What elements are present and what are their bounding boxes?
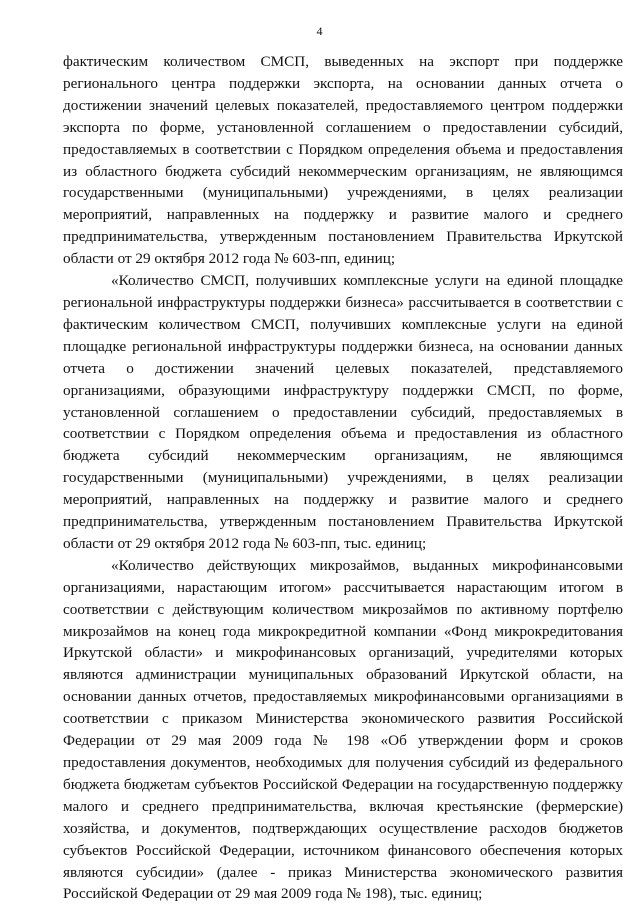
- document-body: [63, 51, 623, 905]
- paragraph-complex-services: «Количество СМСП, получивших комплексные услуги на единой площадке региональной инфраструктуры поддержки бизнеса» рассчитывается в соответствии с фактическим количеством СМСП, получивших комплексные услуги на единой площадке региональной инфраструктуры поддержки бизнеса, на основании данных отчета о достижении значений целевых показателей, представляемого организациями, образующими инфраструктуру поддержки СМСП, по форме, установленной соглашением о предоставлении субсидий, предоставляемых в соответствии с Порядком определения объема и предоставления из областного бюджета субсидий некоммерческим организациям, не являющимся государственными (муниципальными) учреждениями, в целях реализации мероприятий, направленных на поддержку и развитие малого и среднего предпринимательства, утвержденным постановлением Правительства Иркутской области от 29 октября 2012 года № 603-пп, тыс. единиц;: [63, 272, 623, 552]
- paragraph-export-smsp: фактическим количеством СМСП, выведенных на экспорт при поддержке регионального центра поддержки экспорта, на основании данных отчета о достижении значений целевых показателей, предоставляемого центром поддержки экспорта по форме, установленной соглашением о предоставлении субсидий, предоставляемых в соответствии с Порядком определения объема и предоставления из областного бюджета субсидий некоммерческим организациям, не являющимся государственными (муниципальными) учреждениями, в целях реализации мероприятий, направленных на поддержку и развитие малого и среднего предпринимательства, утвержденным постановлением Правительства Иркутской области от 29 октября 2012 года № 603-пп, единиц;: [63, 53, 623, 268]
- page-number: 4: [316, 24, 323, 38]
- paragraph-microloans: «Количество действующих микрозаймов, выданных микрофинансовыми организациями, нарастающим итогом» рассчитывается нарастающим итогом в соответствии с действующим количеством микрозаймов по активному портфелю микрозаймов на конец года микрокредитной компании «Фонд микрокредитования Иркутской области» и микрофинансовых организаций, учредителями которых являются администрации муниципальных образований Иркутской области, на основании данных отчетов, предоставляемых микрофинансовыми организациями в соответствии с приказом Министерства экономического развития Российской Федерации от 29 мая 2009 года № 198 «Об утверждении форм и сроков предоставления документов, необходимых для получения субсидий из федерального бюджета бюджетам субъектов Российской Федерации на государственную поддержку малого и среднего предпринимательства, включая крестьянские (фермерские) хозяйства, и документов, подтверждающих осуществление расходов бюджетов субъектов Российской Федерации, источником финансового обеспечения которых являются субсидии» (далее - приказ Министерства экономического развития Российской Федерации от 29 мая 2009 года № 198), тыс. единиц;: [63, 556, 623, 903]
